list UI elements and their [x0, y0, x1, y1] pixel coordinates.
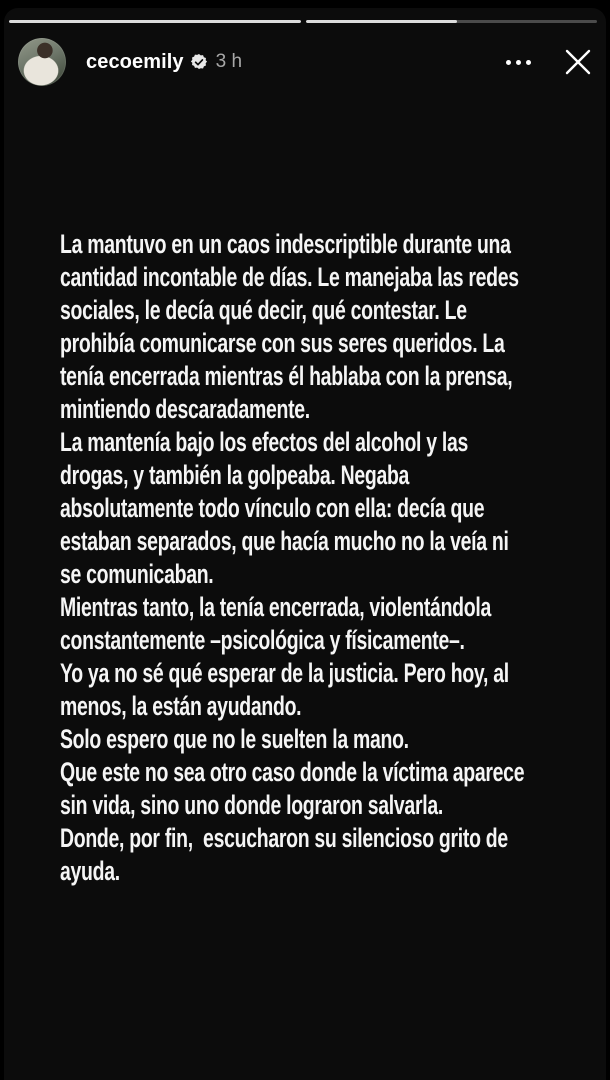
story-text-line: Solo espero que no le suelten la mano. [60, 724, 409, 754]
story-text-line: menos, la están ayudando. [60, 691, 302, 721]
story-header [18, 38, 606, 86]
header-actions [504, 45, 606, 79]
story-text-line: tenía encerrada mientras él hablaba con la prensa, [60, 361, 513, 391]
story-text-line: sin vida, sino uno donde lograron salvarla. [60, 790, 443, 820]
close-icon[interactable] [561, 45, 595, 79]
story-text-line: constantemente –psicológica y físicamente–. [60, 625, 465, 655]
story-text-line: La mantuvo en un caos indescriptible durante una [60, 229, 511, 259]
story-progress-bar [9, 20, 597, 23]
story-viewport[interactable] [4, 8, 606, 1080]
progress-segment-1 [9, 20, 301, 23]
story-text-line: Yo ya no sé qué esperar de la justicia. Pero hoy, al [60, 658, 509, 688]
avatar[interactable] [18, 38, 66, 86]
story-text-line: cantidad incontable de días. Le manejaba las redes [60, 262, 519, 292]
story-text-line: se comunicaban. [60, 559, 214, 589]
verified-icon [191, 54, 207, 70]
progress-fill-1 [9, 20, 301, 23]
progress-segment-2 [306, 20, 598, 23]
story-text-line: Donde, por fin, escucharon su silencioso grito de [60, 823, 508, 853]
story-text-line: prohibía comunicarse con sus seres queridos. La [60, 328, 505, 358]
story-text-line: ayuda. [60, 856, 120, 886]
story-text-line: drogas, y también la golpeaba. Negaba [60, 460, 410, 490]
story-text-line: estaban separados, que hacía mucho no la veía ni [60, 526, 509, 556]
more-options-icon[interactable] [504, 54, 533, 71]
story-text-line: Que este no sea otro caso donde la víctima aparece [60, 757, 525, 787]
username[interactable]: cecoemily [86, 50, 184, 73]
story-text-line: absolutamente todo vínculo con ella: decía que [60, 493, 485, 523]
story-text-line: La mantenía bajo los efectos del alcohol y las [60, 427, 469, 457]
story-timestamp: 3 h [215, 51, 243, 72]
story-text-line: mintiendo descaradamente. [60, 394, 310, 424]
progress-fill-2 [306, 20, 458, 23]
story-text-line: Mientras tanto, la tenía encerrada, violentándola [60, 592, 491, 622]
story-text-line: sociales, le decía qué decir, qué contestar. Le [60, 295, 467, 325]
story-text-block [60, 228, 524, 888]
